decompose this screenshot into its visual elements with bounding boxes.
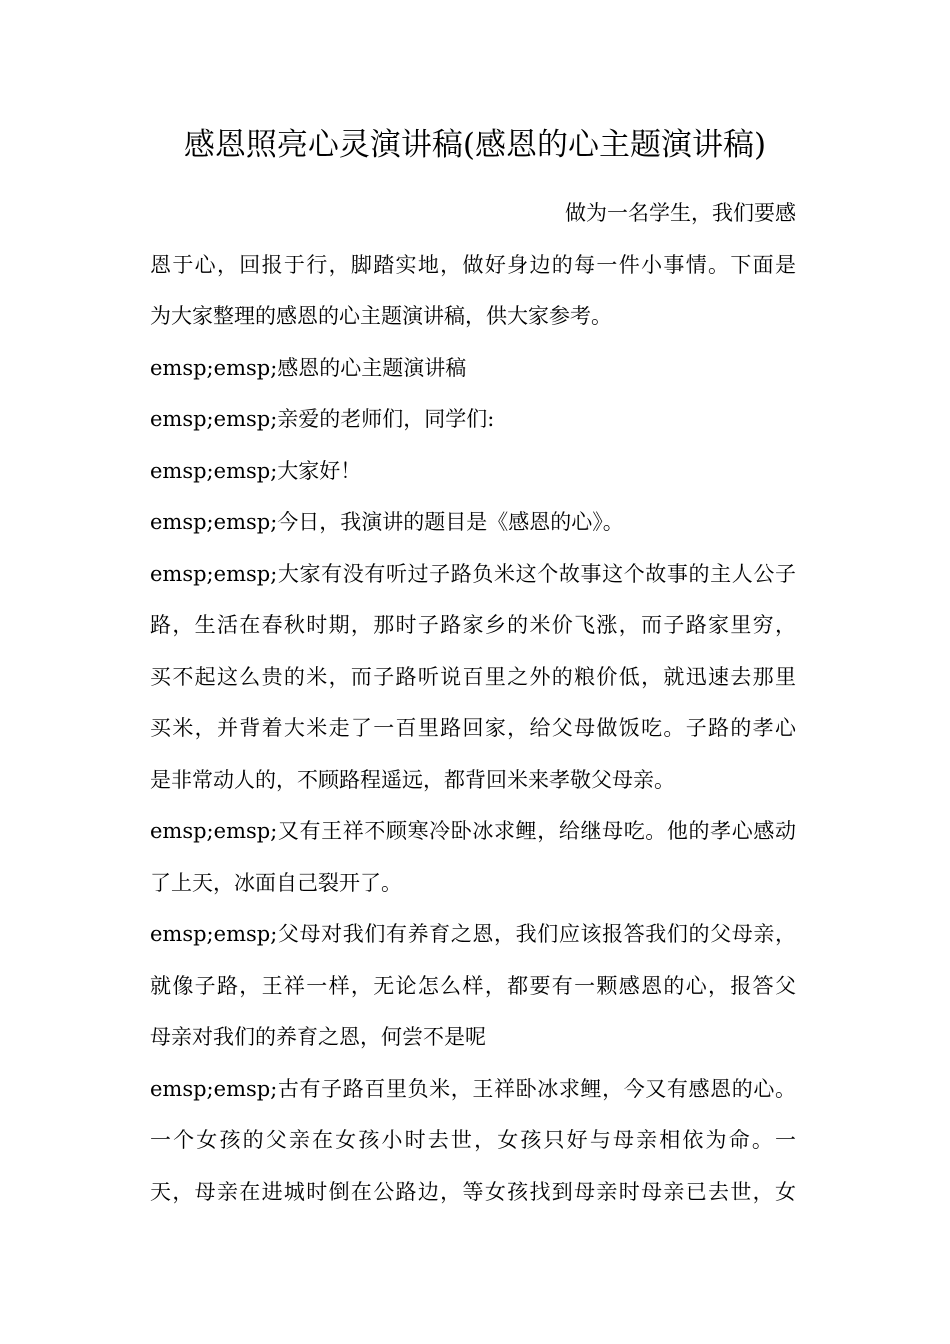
text-line: 一个女孩的父亲在女孩小时去世，女孩只好与母亲相依为命。一: [150, 1128, 796, 1152]
text-line: emsp;emsp;亲爱的老师们，同学们:: [150, 407, 495, 431]
text-line: 路，生活在春秋时期，那时子路家乡的米价飞涨，而子路家里穷，: [150, 613, 796, 637]
text-line: emsp;emsp;又有王祥不顾寒冷卧冰求鲤，给继母吃。他的孝心感动: [150, 819, 796, 843]
text-line: 做为一名学生，我们要感: [565, 201, 796, 225]
text-line: emsp;emsp;大家有没有听过子路负米这个故事这个故事的主人公子: [150, 561, 796, 586]
text-line: 就像子路，王祥一样，无论怎么样，都要有一颗感恩的心，报答父: [150, 973, 796, 998]
text-line: 母亲对我们的养育之恩，何尝不是呢: [150, 1025, 486, 1049]
text-line: emsp;emsp;大家好！: [150, 458, 362, 483]
text-line: emsp;emsp;今日，我演讲的题目是《感恩的心》。: [150, 510, 624, 534]
text-line: 是非常动人的，不顾路程遥远，都背回米来孝敬父母亲。: [150, 767, 675, 792]
text-line: emsp;emsp;感恩的心主题演讲稿: [150, 355, 467, 380]
document-body: [150, 188, 796, 1218]
text-line: 天，母亲在进城时倒在公路边，等女孩找到母亲时母亲已去世，女: [150, 1179, 796, 1204]
text-line: 了上天，冰面自己裂开了。: [150, 870, 402, 895]
text-line: emsp;emsp;父母对我们有养育之恩，我们应该报答我们的父母亲，: [150, 922, 796, 946]
text-line: 买米，并背着大米走了一百里路回家，给父母做饭吃。子路的孝心: [150, 716, 796, 740]
text-line: 恩于心，回报于行，脚踏实地，做好身边的每一件小事情。下面是: [150, 252, 796, 277]
document-title: 感恩照亮心灵演讲稿(感恩的心主题演讲稿): [183, 127, 767, 163]
text-line: emsp;emsp;古有子路百里负米，王祥卧冰求鲤，今又有感恩的心。: [150, 1076, 796, 1101]
text-line: 买不起这么贵的米，而子路听说百里之外的粮价低，就迅速去那里: [150, 664, 796, 689]
text-line: 为大家整理的感恩的心主题演讲稿，供大家参考。: [150, 304, 612, 328]
